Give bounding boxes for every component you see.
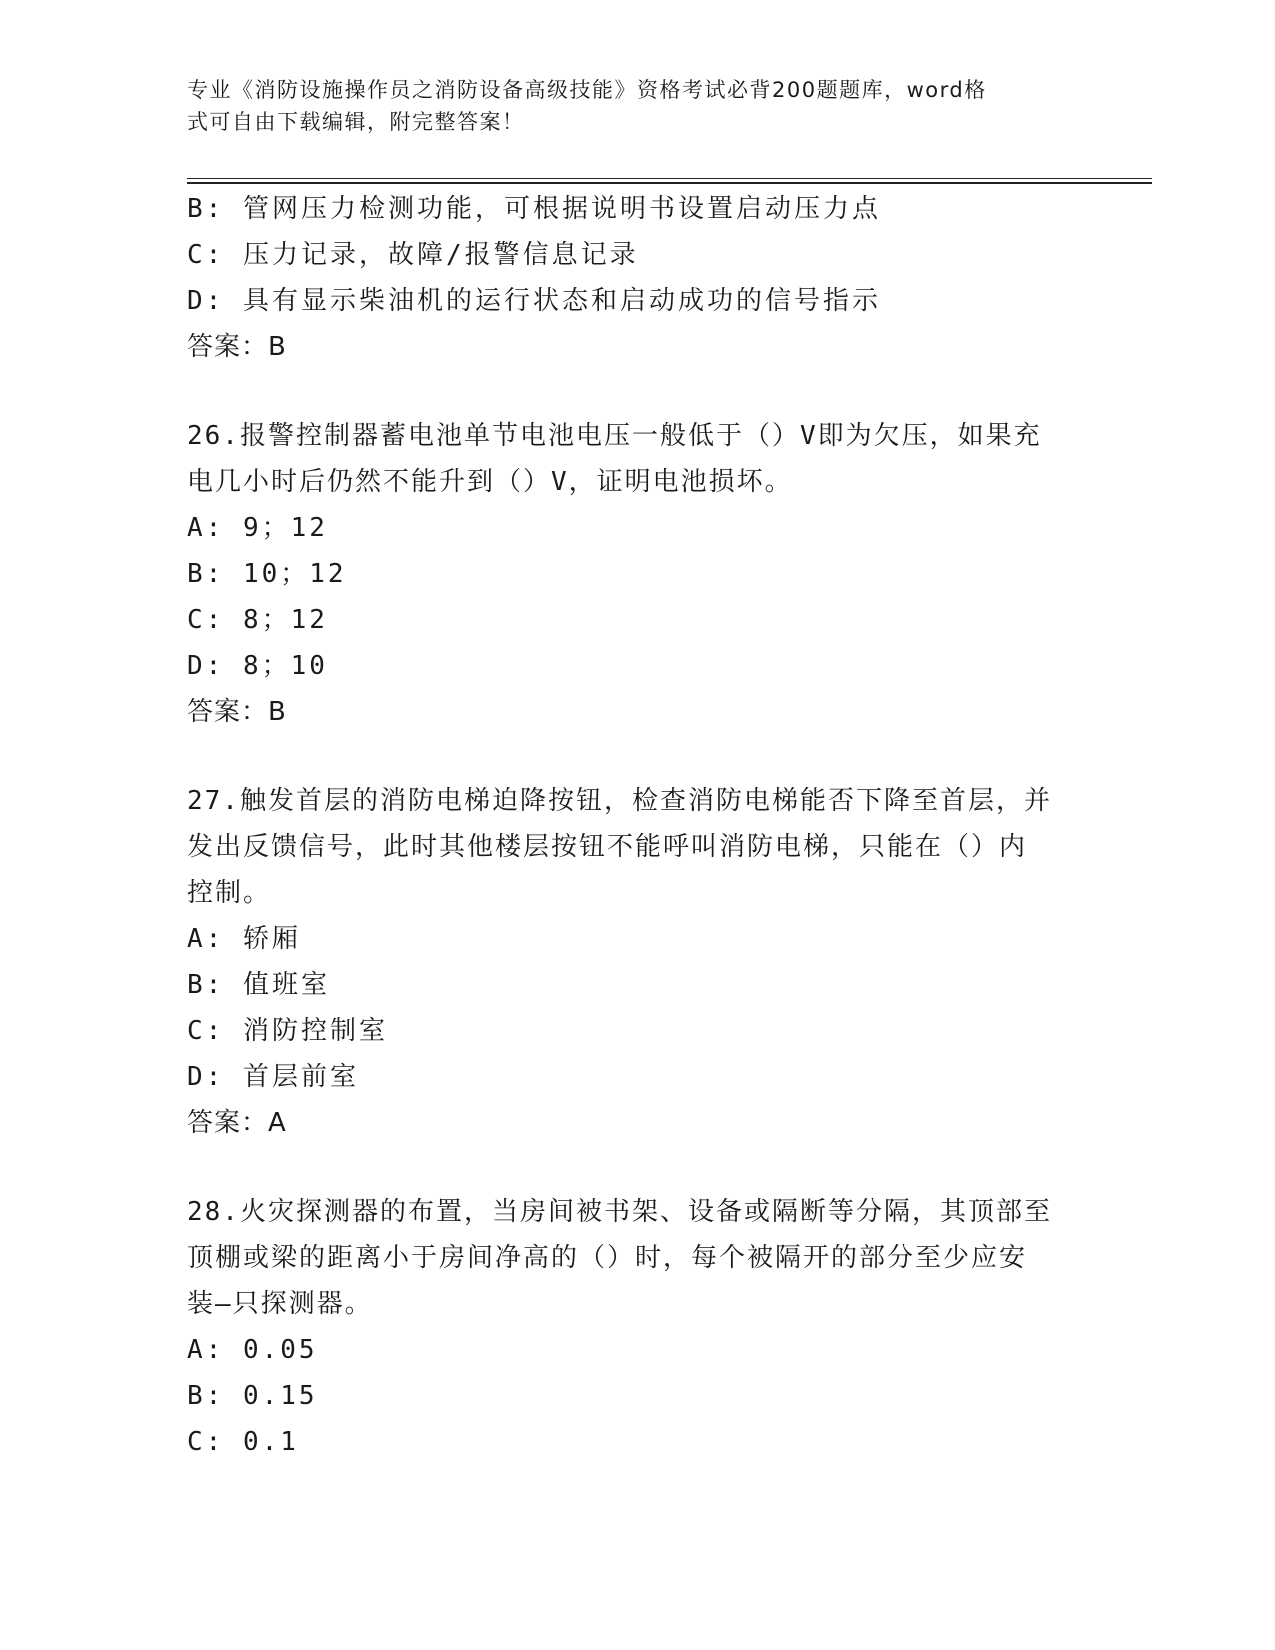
option-b: B: 管网压力检测功能，可根据说明书设置启动压力点 [187,194,881,224]
option-b: B: 值班室 [187,970,330,1000]
option-c: C: 压力记录，故障/报警信息记录 [187,240,639,270]
question-list [187,186,1087,1465]
answer: 答案：A [187,1108,287,1138]
option-a: A: 9；12 [187,513,328,543]
option-c: C: 消防控制室 [187,1016,388,1046]
option-d: D: 8；10 [187,651,328,681]
option-b: B: 0.15 [187,1381,318,1411]
question-26 [187,413,1087,735]
question-stem-line: 27.触发首层的消防电梯迫降按钮，检查消防电梯能否下降至首层，并 [187,786,1052,816]
question-27 [187,778,1087,1146]
answer: 答案：B [187,332,287,362]
question-stem-line: 发出反馈信号，此时其他楼层按钮不能呼叫消防电梯，只能在（）内 [187,832,1028,862]
question-stem-line: 装—只探测器。 [187,1289,373,1319]
header-divider-thin [187,178,1152,179]
header-divider-thick [187,182,1152,184]
question-stem-line: 26.报警控制器蓄电池单节电池电压一般低于（）V即为欠压，如果充 [187,421,1042,451]
answer: 答案：B [187,697,287,727]
option-c: C: 8；12 [187,605,328,635]
document-header [187,74,1067,138]
option-d: D: 具有显示柴油机的运行状态和启动成功的信号指示 [187,286,881,316]
question-stem-line: 顶棚或梁的距离小于房间净高的（）时，每个被隔开的部分至少应安 [187,1243,1028,1273]
question-25-partial [187,186,1087,370]
spacer [187,370,1087,413]
option-d: D: 首层前室 [187,1062,359,1092]
header-line-2: 式可自由下载编辑，附完整答案！ [187,110,525,134]
question-stem-line: 控制。 [187,878,272,908]
spacer [187,735,1087,778]
header-line-1: 专业《消防设施操作员之消防设备高级技能》资格考试必背200题题库，word格 [187,78,987,102]
question-stem-line: 电几小时后仍然不能升到（）V，证明电池损坏。 [187,467,793,497]
question-28 [187,1189,1087,1465]
question-stem-line: 28.火灾探测器的布置，当房间被书架、设备或隔断等分隔，其顶部至 [187,1197,1052,1227]
option-a: A: 轿厢 [187,924,301,954]
option-c: C: 0.1 [187,1427,299,1457]
option-b: B: 10；12 [187,559,347,589]
option-a: A: 0.05 [187,1335,318,1365]
spacer [187,1146,1087,1189]
